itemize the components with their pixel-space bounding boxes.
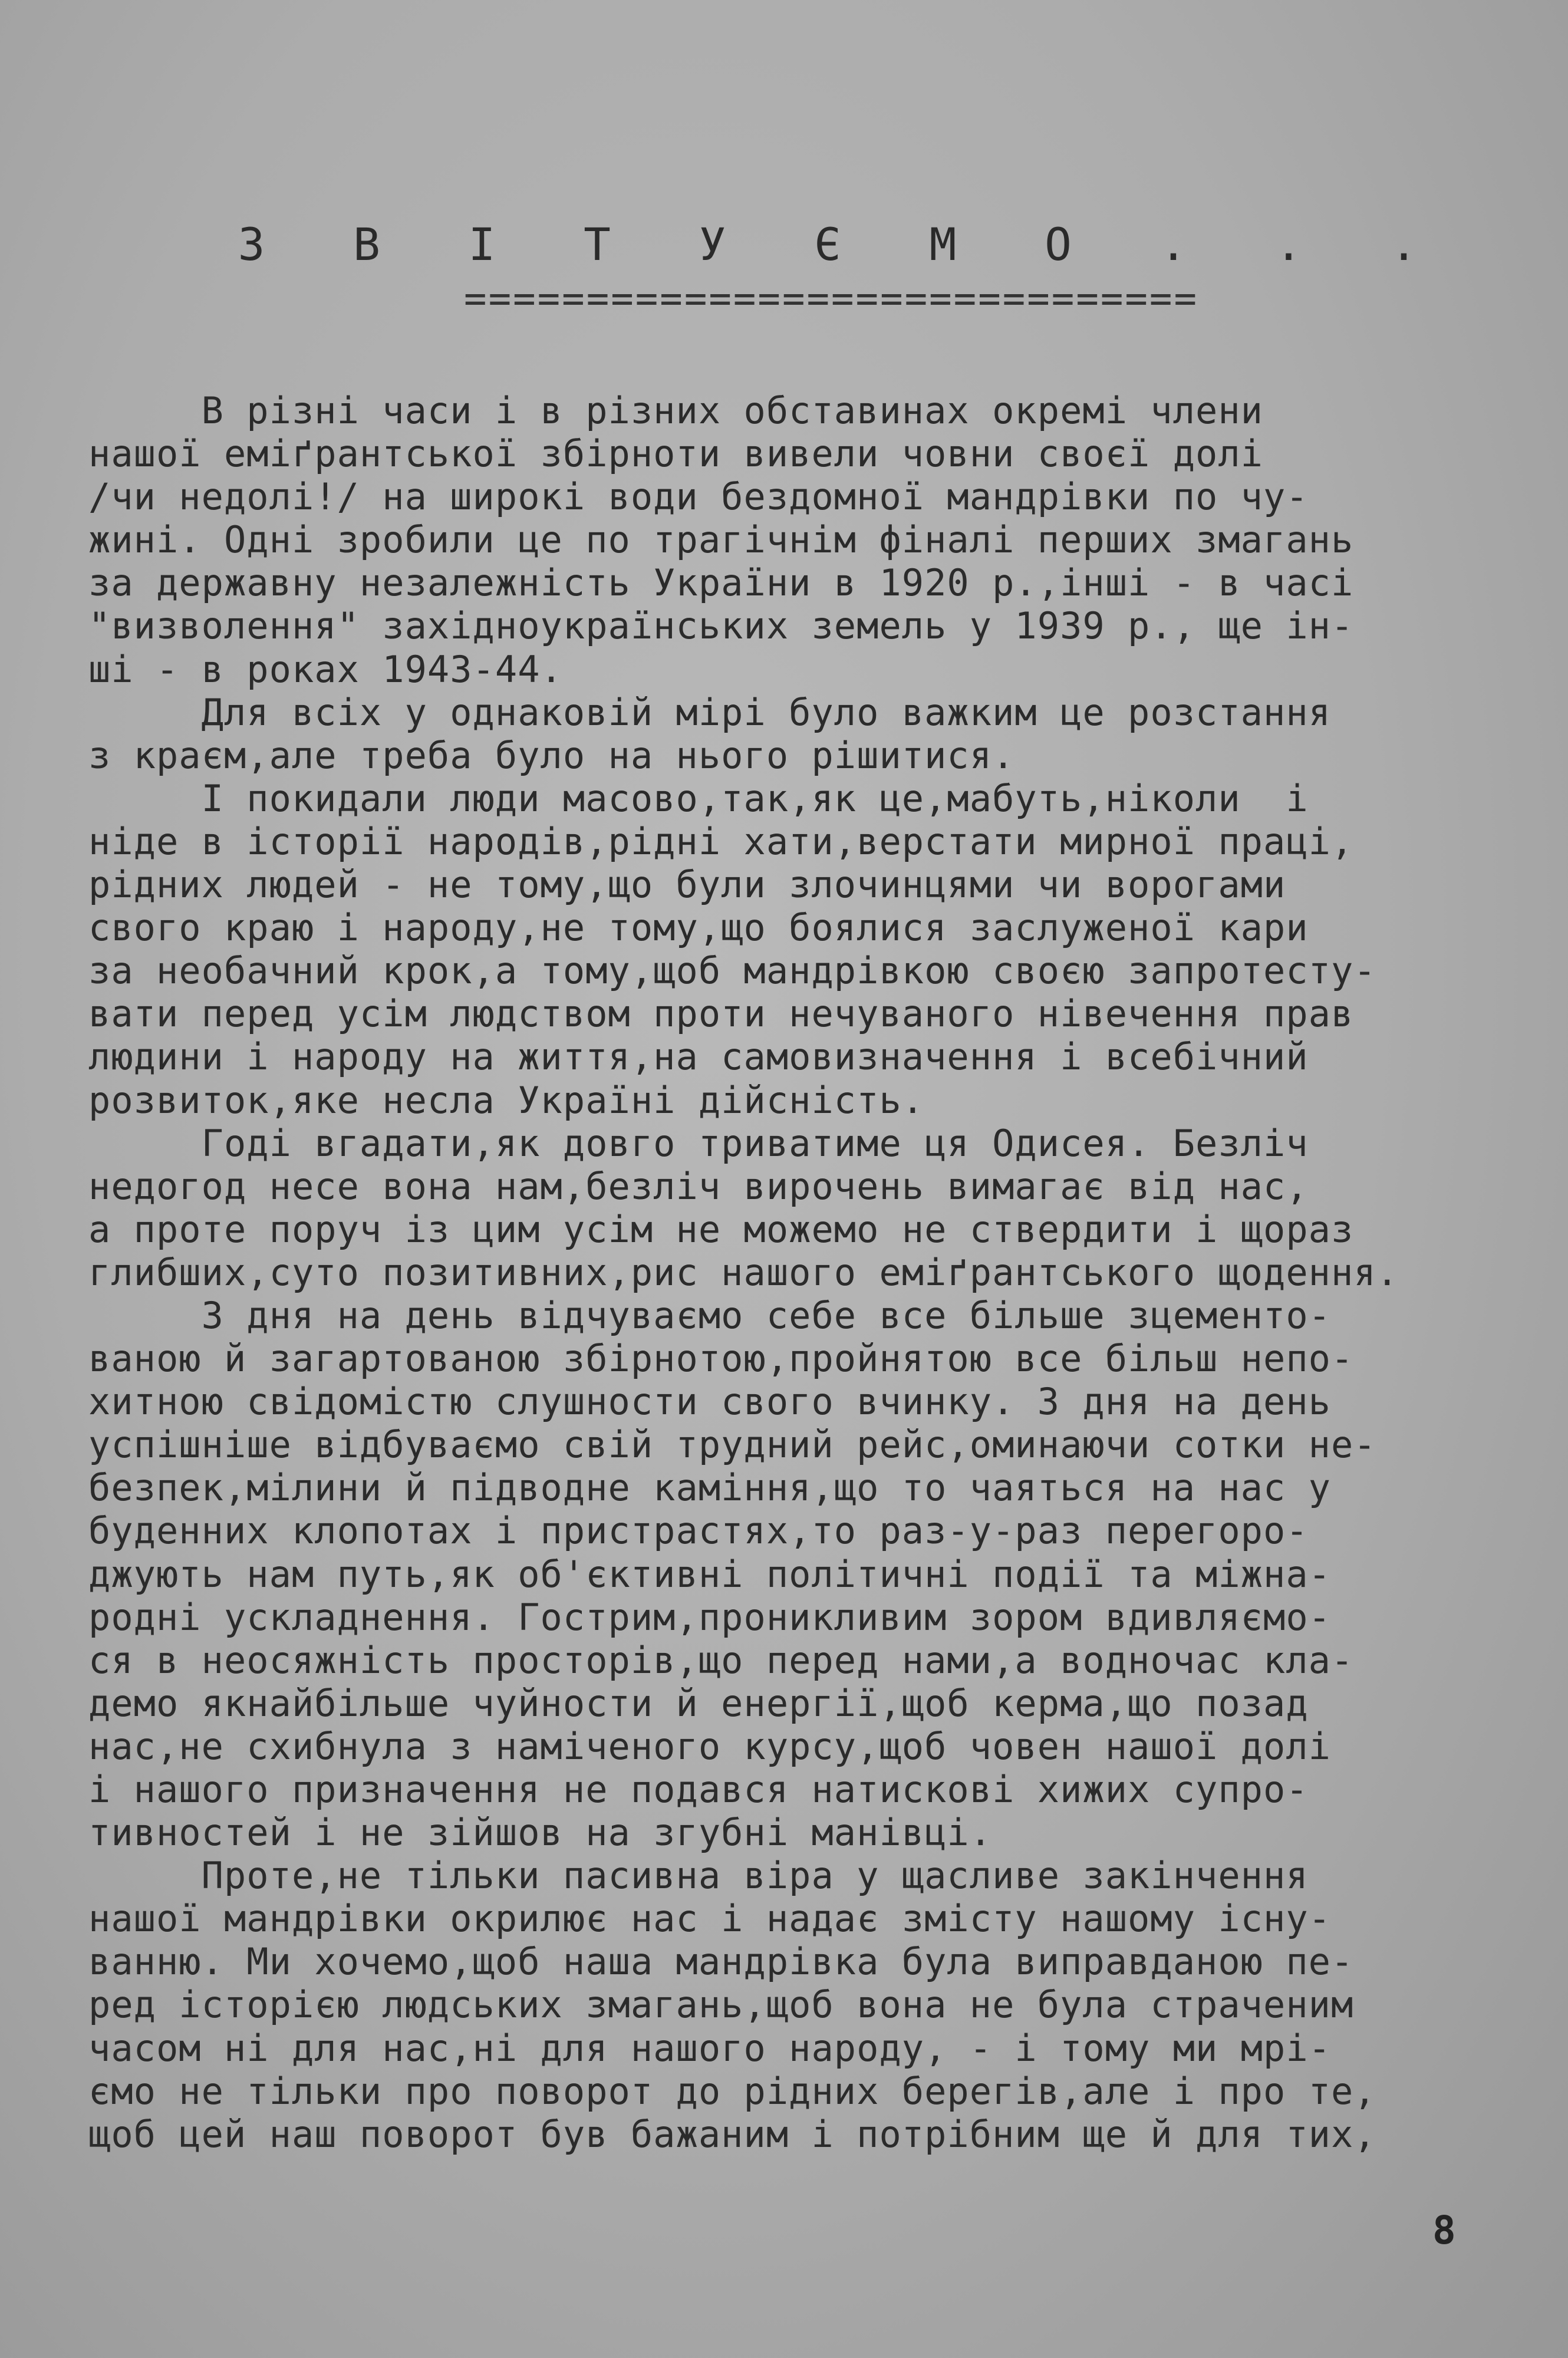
text-line: безпек,мілини й підводне каміння,що то чаяться на нас у xyxy=(88,1466,1331,1510)
text-line: з краєм,але треба було на нього рішитися. xyxy=(88,733,1015,777)
text-line: ванню. Ми хочемо,щоб наша мандрівка була виправданою пе- xyxy=(88,1940,1354,1984)
text-line: ред історією людських змагань,щоб вона не була страченим xyxy=(88,1983,1354,2027)
text-line: жині. Одні зробили це по трагічнім фіналі перших змагань xyxy=(88,518,1354,562)
text-line: хитною свідомістю слушности свого вчинку. З дня на день xyxy=(88,1380,1331,1424)
text-line: родні ускладнення. Гострим,проникливим зором вдивляємо- xyxy=(88,1595,1331,1639)
text-line: Для всіх у однаковій мірі було важким це розстання xyxy=(88,690,1331,734)
text-line: І покидали люди масово,так,як це,мабуть,ніколи і xyxy=(88,776,1309,820)
text-line: тивностей і не зійшов на згубні манівці. xyxy=(88,1811,993,1855)
title-underline: ============================== xyxy=(464,277,1198,321)
text-line: недогод несе вона нам,безліч вирочень вимагає від нас, xyxy=(88,1164,1309,1208)
text-line: часом ні для нас,ні для нашого народу, - і тому ми мрі- xyxy=(88,2026,1331,2070)
text-line: З дня на день відчуваємо себе все більше зцементо- xyxy=(88,1293,1331,1337)
text-line: демо якнайбільше чуйности й енергії,щоб керма,що позад xyxy=(88,1681,1309,1725)
text-line: В різні часи і в різних обставинах окремі члени xyxy=(88,389,1264,432)
text-line: розвиток,яке несла Україні дійсність. xyxy=(88,1078,925,1122)
text-line: ємо не тільки про поворот до рідних берегів,але і про те, xyxy=(88,2069,1376,2113)
text-line: Годі вгадати,як довго триватиме ця Одисея. Безліч xyxy=(88,1121,1309,1165)
text-line: Проте,не тільки пасивна віра у щасливе закінчення xyxy=(88,1854,1309,1898)
text-line: джують нам путь,як об'єктивні політичні події та міжна- xyxy=(88,1552,1331,1596)
text-line: свого краю і народу,не тому,що боялися заслуженої кари xyxy=(88,906,1309,950)
text-line: нашої еміґрантської збірноти вивели човни своєї долі xyxy=(88,432,1264,476)
body-text xyxy=(88,389,1515,2156)
text-line: і нашого призначення не подався натискові хижих супро- xyxy=(88,1768,1309,1811)
text-line: успішніше відбуваємо свій трудний рейс,оминаючи сотки не- xyxy=(88,1423,1376,1467)
text-line: ніде в історії народів,рідні хати,верстати мирної праці, xyxy=(88,819,1354,863)
text-line: а проте поруч із цим усім не можемо не ствердити і щораз xyxy=(88,1207,1354,1251)
text-line: за державну незалежність України в 1920 р.,інші - в часі xyxy=(88,561,1354,605)
text-line: ся в неосяжність просторів,що перед нами,а водночас кла- xyxy=(88,1638,1354,1682)
text-line: "визволення" західноукраїнських земель у 1939 р., ще ін- xyxy=(88,604,1354,648)
text-line: /чи недолі!/ на широкі води бездомної мандрівки по чу- xyxy=(88,475,1309,519)
text-line: людини і народу на життя,на самовизначення і всебічний xyxy=(88,1035,1309,1079)
text-line: нашої мандрівки окрилює нас і надає змісту нашому існу- xyxy=(88,1897,1331,1941)
text-line: нас,не схибнула з наміченого курсу,щоб човен нашої долі xyxy=(88,1724,1331,1768)
text-line: буденних клопотах і пристрастях,то раз-у-раз перегоро- xyxy=(88,1509,1309,1553)
text-line: ваною й загартованою збірнотою,пройнятою все більш непо- xyxy=(88,1337,1354,1381)
text-line: за необачний крок,а тому,щоб мандрівкою своєю запротесту- xyxy=(88,949,1376,993)
text-line: глибших,суто позитивних,рис нашого еміґрантського щодення. xyxy=(88,1250,1399,1294)
text-line: вати перед усім людством проти нечуваного нівечення прав xyxy=(88,992,1354,1036)
page-number: 8 xyxy=(1432,2208,1456,2253)
text-line: ші - в роках 1943-44. xyxy=(88,647,563,691)
page-title: З В І Т У Є М О . . . xyxy=(238,218,1448,271)
text-line: щоб цей наш поворот був бажаним і потрібним ще й для тих, xyxy=(88,2112,1376,2156)
text-line: рідних людей - не тому,що були злочинцями чи ворогами xyxy=(88,863,1286,907)
